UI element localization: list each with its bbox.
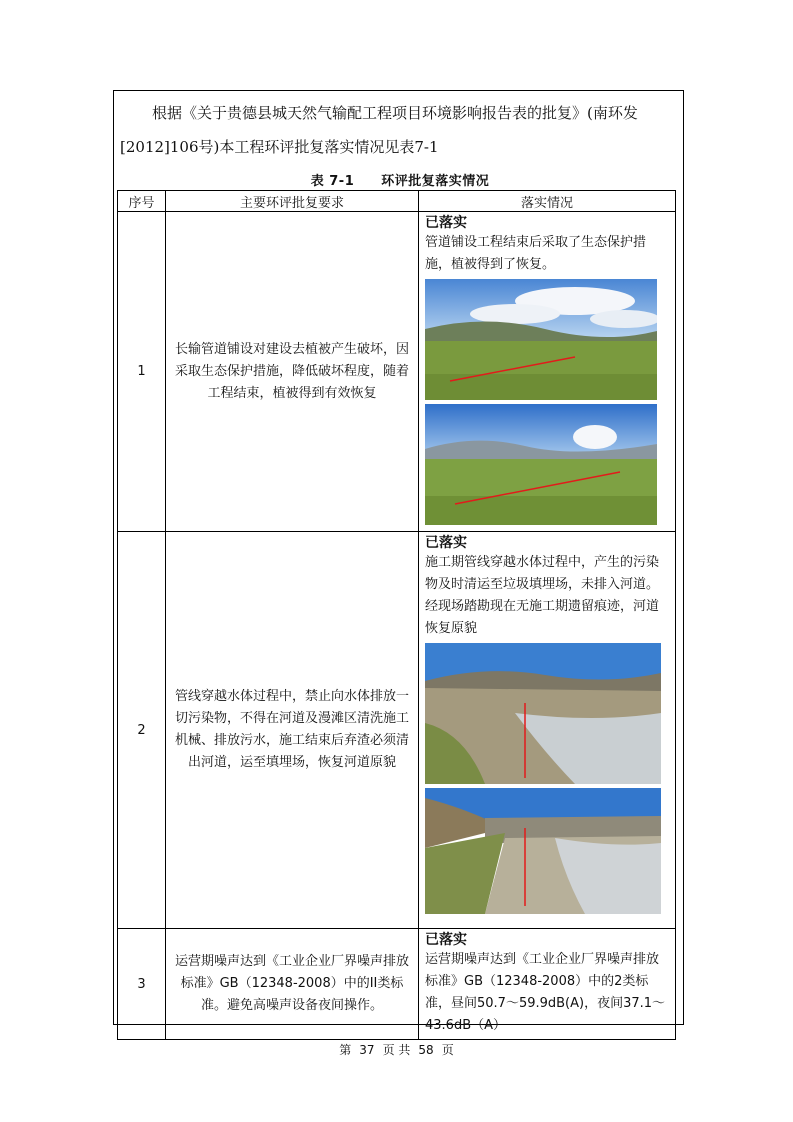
row-number: 1 xyxy=(118,212,166,532)
row-implementation xyxy=(419,532,676,929)
footer-prefix: 第 xyxy=(339,1043,352,1057)
row-requirement: 长输管道铺设对建设去植被产生破坏，因采取生态保护措施，降低破坏程度，随着工程结束，植被得到有效恢复 xyxy=(166,212,419,532)
row-requirement: 管线穿越水体过程中，禁止向水体排放一切污染物，不得在河道及漫滩区清洗施工机械、排放污水，施工结束后弃渣必须清出河道，运至填埋场，恢复河道原貌 xyxy=(166,532,419,929)
row-requirement: 运营期噪声达到《工业企业厂界噪声排放标准》GB（12348-2008）中的II类标准。避免高噪声设备夜间操作。 xyxy=(166,929,419,1040)
header-num: 序号 xyxy=(118,191,166,212)
header-requirement: 主要环评批复要求 xyxy=(166,191,419,212)
status-description: 管道铺设工程结束后采取了生态保护措施，植被得到了恢复。 xyxy=(425,235,647,272)
footer-suffix: 页 xyxy=(441,1043,454,1057)
row-number: 2 xyxy=(118,532,166,929)
row-implementation xyxy=(419,212,676,532)
status-label: 已落实 xyxy=(425,932,467,948)
header-implementation: 落实情况 xyxy=(419,191,676,212)
table-row xyxy=(118,212,676,532)
status-label: 已落实 xyxy=(425,535,467,551)
table-header-row xyxy=(118,191,676,212)
intro-paragraph: 根据《关于贵德县城天然气输配工程项目环境影响报告表的批复》(南环发[2012]106号)本工程环评批复落实情况见表7-1 xyxy=(120,104,638,156)
grassland-photo xyxy=(425,279,657,400)
table-caption: 表 7-1 环评批复落实情况 xyxy=(310,174,490,189)
grassland-photo xyxy=(425,404,657,525)
compliance-table xyxy=(117,190,676,1040)
river-crossing-photo xyxy=(425,643,661,784)
table-row xyxy=(118,532,676,929)
page-footer xyxy=(0,1041,793,1058)
status-label: 已落实 xyxy=(425,215,467,231)
footer-page-number: 37 xyxy=(359,1043,375,1057)
table-row xyxy=(118,929,676,1040)
row-number: 3 xyxy=(118,929,166,1040)
river-bank-photo xyxy=(425,788,661,914)
status-description: 运营期噪声达到《工业企业厂界噪声排放标准》GB（12348-2008）中的2类标准，昼间50.7～59.9dB(A)，夜间37.1～43.6dB（A） xyxy=(425,952,666,1033)
footer-total-pages: 58 xyxy=(418,1043,434,1057)
status-description: 施工期管线穿越水体过程中，产生的污染物及时清运至垃圾填埋场，未排入河道。经现场踏勘现在无施工期遗留痕迹，河道恢复原貌 xyxy=(425,555,660,636)
footer-mid: 页 共 xyxy=(382,1043,411,1057)
row-implementation xyxy=(419,929,676,1040)
